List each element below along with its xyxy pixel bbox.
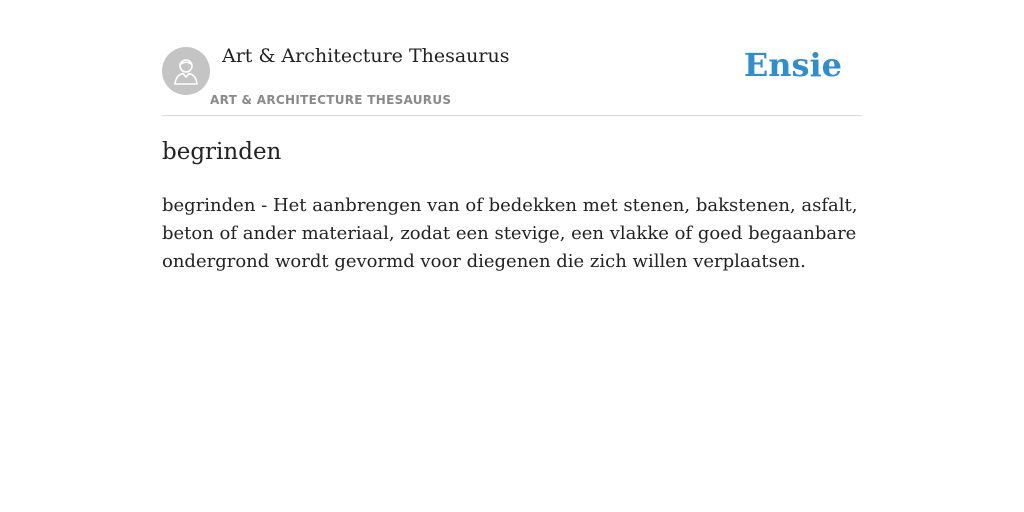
entry-term: begrinden xyxy=(162,139,282,165)
avatar[interactable] xyxy=(162,47,210,95)
page-container xyxy=(162,0,862,272)
user-icon xyxy=(171,56,201,86)
source-label[interactable]: ART & ARCHITECTURE THESAURUS xyxy=(210,93,452,107)
entry-definition: begrinden - Het aanbrengen van of bedekken met stenen, bakstenen, asfalt, beton of ander materiaal, zodat een stevige, een vlakke of goed begaanbare ondergrond wordt gevormd voor diegenen die zich willen verplaatsen. xyxy=(162,195,858,272)
author-name[interactable]: Art & Architecture Thesaurus xyxy=(222,45,510,67)
entry-header xyxy=(162,0,862,116)
brand-logo[interactable]: Ensie xyxy=(743,46,842,84)
